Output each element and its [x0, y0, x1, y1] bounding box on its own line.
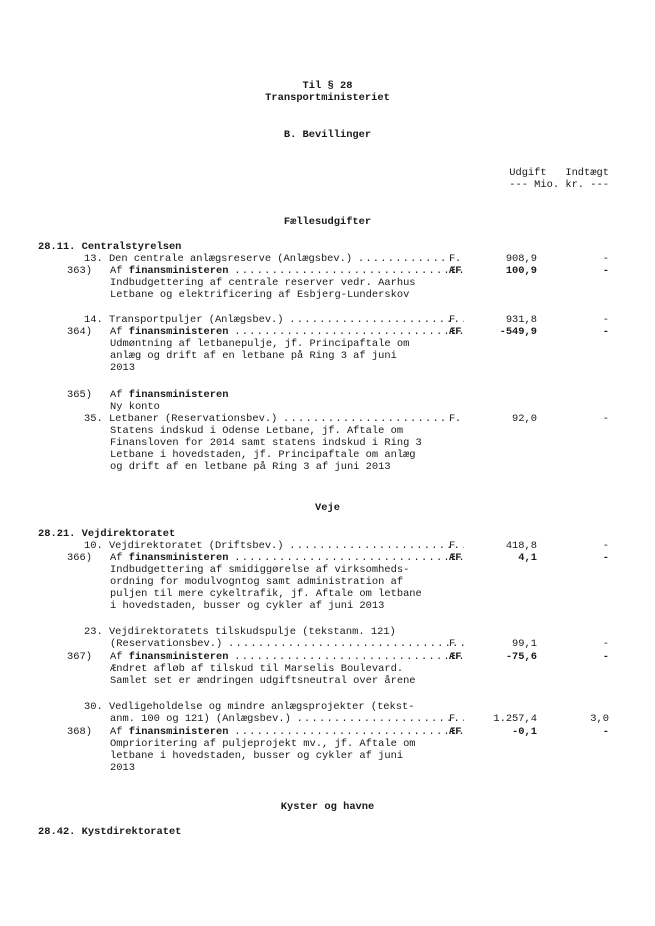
- column-header-unit: --- Mio. kr. ---: [509, 179, 609, 191]
- row-text: Ny konto: [110, 401, 160, 413]
- row-indtaegt: -: [602, 253, 609, 265]
- row-code: ÆF: [449, 726, 462, 738]
- row-text: Ændret afløb af tilskud til Marselis Boulevard.: [110, 663, 404, 675]
- row-udgift: 418,8: [505, 540, 537, 552]
- row-indtaegt: -: [602, 552, 609, 564]
- row-indtaegt: -: [602, 413, 609, 425]
- row-text: Samlet set er ændringen udgiftsneutral over årene: [110, 675, 416, 687]
- row-prefix: Af: [110, 389, 129, 401]
- table-row: [0, 638, 655, 651]
- row-text: Finansloven for 2014 samt statens indskud i Ring 3: [110, 437, 422, 449]
- section-title-kyster-og-havne: Kyster og havne: [280, 801, 375, 813]
- row-code: ÆF: [449, 552, 462, 564]
- row-text: Letbane i hovedstaden, jf. Principaftale om anlæg: [110, 449, 416, 461]
- row-code: F: [449, 253, 456, 265]
- row-description: 14. Transportpuljer (Anlægsbev.): [84, 314, 284, 326]
- row-code: F: [449, 540, 456, 552]
- row-code: ÆF: [449, 326, 462, 338]
- row-text: Letbane og elektrificering af Esbjerg-Lunderskov: [110, 289, 410, 301]
- note-number: 364): [67, 326, 92, 338]
- heading-ministry: Transportministeriet: [265, 92, 390, 104]
- row-indtaegt: -: [602, 314, 609, 326]
- row-code: F: [449, 638, 456, 650]
- row-udgift: 100,9: [505, 265, 537, 277]
- row-text: 2013: [110, 362, 135, 374]
- row-code: ÆF: [449, 265, 462, 277]
- row-text: ordning for modulvogntog samt administration af: [110, 576, 404, 588]
- row-text: puljen til mere cykeltrafik, jf. Aftale om letbane: [110, 588, 422, 600]
- row-text: Omprioritering af puljeprojekt mv., jf. Aftale om: [110, 738, 416, 750]
- note-number: 368): [67, 726, 92, 738]
- heading-paragraph: Til § 28: [302, 80, 353, 92]
- row-indtaegt: -: [602, 651, 609, 663]
- section-title-veje: Veje: [315, 502, 340, 514]
- row-text: Statens indskud i Odense Letbane, jf. Aftale om: [110, 425, 404, 437]
- note-number: 365): [67, 389, 92, 401]
- heading-subtitle: B. Bevillinger: [283, 129, 372, 141]
- row-description: 35. Letbaner (Reservationsbev.): [84, 413, 278, 425]
- row-udgift: 4,1: [518, 552, 537, 564]
- row-text: letbane i hovedstaden, busser og cykler af juni: [110, 750, 404, 762]
- row-authority: finansministeren: [128, 265, 229, 277]
- account-heading-centralstyrelsen: 28.11. Centralstyrelsen: [38, 241, 182, 253]
- account-heading-kystdirektoratet: 28.42. Kystdirektoratet: [38, 826, 182, 838]
- row-code: F: [449, 413, 456, 425]
- row-authority: finansministeren: [128, 326, 229, 338]
- row-indtaegt: -: [602, 326, 609, 338]
- row-description: (Reservationsbev.): [110, 638, 223, 650]
- row-authority: finansministeren: [128, 552, 229, 564]
- note-number: 367): [67, 651, 92, 663]
- row-indtaegt: -: [602, 638, 609, 650]
- row-text: 2013: [110, 762, 135, 774]
- row-text: Indbudgettering af smidiggørelse af virksomheds-: [110, 564, 410, 576]
- row-indtaegt: -: [602, 726, 609, 738]
- row-authority: finansministeren: [128, 389, 229, 401]
- row-text: og drift af en letbane på Ring 3 af juni 2013: [110, 461, 391, 473]
- row-authority: finansministeren: [128, 651, 229, 663]
- note-number: 366): [67, 552, 92, 564]
- row-udgift: -0,1: [512, 726, 537, 738]
- row-code: F: [449, 314, 456, 326]
- row-udgift: 99,1: [512, 638, 537, 650]
- row-udgift: 92,0: [512, 413, 537, 425]
- row-prefix: Af: [110, 726, 129, 738]
- row-text: anlæg og drift af en letbane på Ring 3 af juni: [110, 350, 397, 362]
- row-prefix: Af: [110, 651, 129, 663]
- row-prefix: Af: [110, 552, 129, 564]
- row-prefix: Af: [110, 326, 129, 338]
- section-title-faellesudgifter: Fællesudgifter: [283, 216, 372, 228]
- row-description: 10. Vejdirektoratet (Driftsbev.): [84, 540, 284, 552]
- row-indtaegt: -: [602, 265, 609, 277]
- row-description-head: 30. Vedligeholdelse og mindre anlægsprojekter (tekst-: [84, 701, 415, 713]
- row-text: Udmøntning af letbanepulje, jf. Principaftale om: [110, 338, 410, 350]
- row-code: F: [449, 713, 456, 725]
- table-row: [0, 713, 655, 726]
- note-number: 363): [67, 265, 92, 277]
- row-udgift: 1.257,4: [493, 713, 537, 725]
- row-description: anm. 100 og 121) (Anlægsbev.): [110, 713, 291, 725]
- row-code: ÆF: [449, 651, 462, 663]
- row-udgift: 908,9: [505, 253, 537, 265]
- column-header-labels: Udgift Indtægt: [509, 167, 609, 179]
- row-description: 13. Den centrale anlægsreserve (Anlægsbev.): [84, 253, 353, 265]
- row-text: Indbudgettering af centrale reserver vedr. Aarhus: [110, 277, 416, 289]
- row-indtaegt: 3,0: [590, 713, 609, 725]
- row-description-head: 23. Vejdirektoratets tilskudspulje (tekstanm. 121): [84, 626, 396, 638]
- row-text: i hovedstaden, busser og cykler af juni 2013: [110, 600, 385, 612]
- account-heading-vejdirektoratet: 28.21. Vejdirektoratet: [38, 528, 176, 540]
- row-udgift: -549,9: [499, 326, 537, 338]
- row-prefix: Af: [110, 265, 129, 277]
- row-indtaegt: -: [602, 540, 609, 552]
- row-authority: finansministeren: [128, 726, 229, 738]
- row-udgift: 931,8: [505, 314, 537, 326]
- row-udgift: -75,6: [505, 651, 537, 663]
